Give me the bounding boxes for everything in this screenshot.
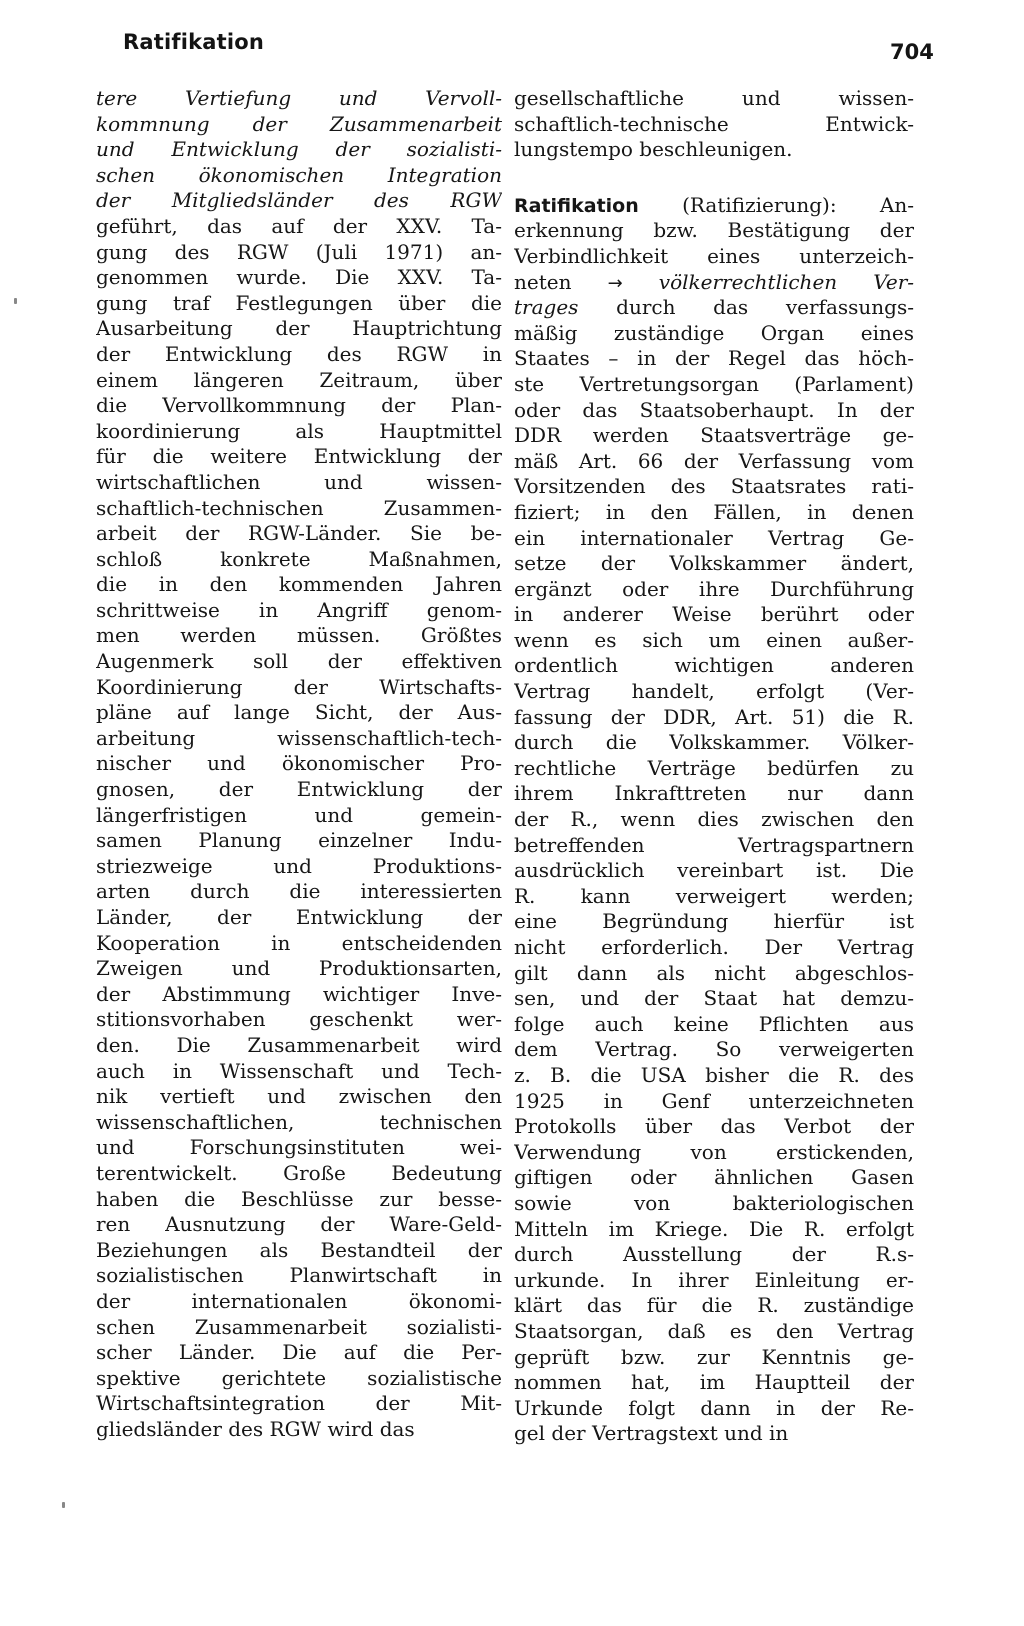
text-line: schen Zusammenarbeit sozialisti- xyxy=(96,1314,502,1339)
text-line: nischer und ökonomischer Pro- xyxy=(96,751,502,776)
text-line: lungstempo beschleunigen. xyxy=(514,137,793,162)
text-line: der R., wenn dies zwischen den xyxy=(514,807,914,832)
text-line: Wirtschaftsintegration der Mit- xyxy=(96,1391,502,1416)
text-line: dem Vertrag. So verweigerten xyxy=(514,1037,914,1062)
text-line: gliedsländer des RGW wird das xyxy=(96,1416,415,1441)
text-line: wissenschaftlichen, technischen xyxy=(96,1109,502,1134)
text-line: scher Länder. Die auf die Per- xyxy=(96,1340,502,1365)
text-line: eine Begründung hierfür ist xyxy=(514,909,914,934)
text-line: oder das Staatsoberhaupt. In der xyxy=(514,397,914,422)
text-line: schloß konkrete Maßnahmen, xyxy=(96,546,502,571)
text-line: arten durch die interessierten xyxy=(96,879,502,904)
text-line: durch Ausstellung der R.s- xyxy=(514,1242,914,1267)
text-line: Urkunde folgt dann in der Re- xyxy=(514,1395,914,1420)
running-head: Ratifikation xyxy=(123,30,265,54)
text-line: durch die Volkskammer. Völker- xyxy=(514,730,914,755)
text-line: und Forschungsinstituten wei- xyxy=(96,1135,502,1160)
text-line: mäßig zuständige Organ eines xyxy=(514,320,914,345)
text-line: sen, und der Staat hat demzu- xyxy=(514,986,914,1011)
text-line: kommnung der Zusammenarbeit xyxy=(96,111,502,136)
text-line: geführt, das auf der XXV. Ta- xyxy=(96,213,502,238)
text-line: Koordinierung der Wirtschafts- xyxy=(96,674,502,699)
text-line: sowie von bakteriologischen xyxy=(514,1190,914,1215)
text-line: Vorsitzenden des Staatsrates rati- xyxy=(514,474,914,499)
entry-headline xyxy=(514,193,914,219)
text-line: auch in Wissenschaft und Tech- xyxy=(96,1058,502,1083)
text-line: Mitteln im Kriege. Die R. erfolgt xyxy=(514,1216,914,1241)
text-line: einem längeren Zeitraum, über xyxy=(96,367,502,392)
text-line: ausdrücklich vereinbart ist. Die xyxy=(514,858,914,883)
text-line: Beziehungen als Bestandteil der xyxy=(96,1237,502,1262)
text-line: Verwendung von erstickenden, xyxy=(514,1139,914,1164)
text-line: ein internationaler Vertrag Ge- xyxy=(514,525,914,550)
text-line: fassung der DDR, Art. 51) die R. xyxy=(514,704,914,729)
text-line: Ausarbeitung der Hauptrichtung xyxy=(96,316,502,341)
text-line: wenn es sich um einen außer- xyxy=(514,627,914,652)
text-line: Augenmerk soll der effektiven xyxy=(96,649,502,674)
text-line: z. B. die USA bisher die R. des xyxy=(514,1062,914,1087)
text-line-with-reference xyxy=(514,295,914,321)
text-fragment: durch das verfassungs- xyxy=(616,295,914,320)
text-line: gung traf Festlegungen über die xyxy=(96,290,502,315)
text-line: Länder, der Entwicklung der xyxy=(96,905,502,929)
text-line: fiziert; in den Fällen, in denen xyxy=(514,499,914,524)
text-line: Verbindlichkeit eines unterzeich- xyxy=(514,243,914,268)
paragraph-gap xyxy=(514,163,914,193)
text-line: schen ökonomischen Integration xyxy=(96,162,502,187)
text-line: Staatsorgan, daß es den Vertrag xyxy=(514,1318,914,1343)
text-line: und Entwicklung der sozialisti- xyxy=(96,137,502,162)
entry-first-line: (Ratifizierung): An- xyxy=(682,192,914,217)
text-line: ihrem Inkrafttreten nur dann xyxy=(514,781,914,806)
text-line: gung des RGW (Juli 1971) an- xyxy=(96,239,502,264)
text-line: nik vertieft und zwischen den xyxy=(96,1084,502,1109)
text-line: Protokolls über das Verbot der xyxy=(514,1114,914,1139)
text-line: tere Vertiefung und Vervoll- xyxy=(96,86,502,110)
text-line: terentwickelt. Große Bedeutung xyxy=(96,1160,502,1185)
text-line: geprüft bzw. zur Kenntnis ge- xyxy=(514,1344,914,1369)
text-line: Kooperation in entscheidenden xyxy=(96,930,502,955)
text-line: der Mitgliedsländer des RGW xyxy=(96,188,502,213)
text-line: Zweigen und Produktionsarten, xyxy=(96,956,502,981)
page-number: 704 xyxy=(890,40,934,64)
text-line: für die weitere Entwicklung der xyxy=(96,444,502,469)
text-line: betreffenden Vertragspartnern xyxy=(514,832,914,857)
text-line: arbeit der RGW-Länder. Sie be- xyxy=(96,521,502,546)
text-line: folge auch keine Pflichten aus xyxy=(514,1011,914,1036)
text-line: die Vervollkommnung der Plan- xyxy=(96,393,502,418)
text-line: schaftlich-technischen Zusammen- xyxy=(96,495,502,520)
text-line: sozialistischen Planwirtschaft in xyxy=(96,1263,502,1288)
text-line: in anderer Weise berührt oder xyxy=(514,602,914,627)
text-line: nommen hat, im Hauptteil der xyxy=(514,1370,914,1395)
cross-reference-link[interactable]: völkerrechtlichen Ver- xyxy=(658,269,914,294)
text-line: arbeitung wissenschaftlich-tech- xyxy=(96,725,502,750)
text-fragment: neten xyxy=(514,269,572,294)
entry-keyword: Ratifikation xyxy=(514,194,639,217)
text-line: schaftlich-technische Entwick- xyxy=(514,111,914,136)
text-line: der Entwicklung des RGW in xyxy=(96,341,502,366)
text-line: die in den kommenden Jahren xyxy=(96,572,502,597)
text-line: wirtschaftlichen und wissen- xyxy=(96,469,502,494)
scan-speck xyxy=(14,298,17,304)
text-line: giftigen oder ähnlichen Gasen xyxy=(514,1165,914,1190)
text-line: mäß Art. 66 der Verfassung vom xyxy=(514,448,914,473)
right-column xyxy=(514,86,914,1447)
text-line: erkennung bzw. Bestätigung der xyxy=(514,218,914,243)
text-line: gesellschaftliche und wissen- xyxy=(514,86,914,110)
text-line: setze der Volkskammer ändert, xyxy=(514,551,914,576)
cross-reference-arrow-icon: → xyxy=(607,272,623,294)
text-line: schrittweise in Angriff genom- xyxy=(96,597,502,622)
cross-reference-link[interactable]: trages xyxy=(514,295,579,320)
text-line: der Abstimmung wichtiger Inve- xyxy=(96,981,502,1006)
text-line: den. Die Zusammenarbeit wird xyxy=(96,1032,502,1057)
text-line: haben die Beschlüsse zur besse- xyxy=(96,1186,502,1211)
text-line: ste Vertretungsorgan (Parlament) xyxy=(514,371,914,396)
text-line: samen Planung einzelner Indu- xyxy=(96,828,502,853)
text-line: men werden müssen. Größtes xyxy=(96,623,502,648)
text-line: längerfristigen und gemein- xyxy=(96,802,502,827)
text-line: stitionsvorhaben geschenkt wer- xyxy=(96,1007,502,1032)
text-line: ergänzt oder ihre Durchführung xyxy=(514,576,914,601)
text-line: gnosen, der Entwicklung der xyxy=(96,777,502,802)
text-line: Staates – in der Regel das höch- xyxy=(514,346,914,371)
text-line: koordinierung als Hauptmittel xyxy=(96,418,502,443)
scan-speck xyxy=(62,1502,65,1508)
text-line: ren Ausnutzung der Ware-Geld- xyxy=(96,1212,502,1237)
text-line: pläne auf lange Sicht, der Aus- xyxy=(96,700,502,725)
text-line: genommen wurde. Die XXV. Ta- xyxy=(96,265,502,290)
text-line: ordentlich wichtigen anderen xyxy=(514,653,914,678)
text-line: spektive gerichtete sozialistische xyxy=(96,1365,502,1390)
text-line: klärt das für die R. zuständige xyxy=(514,1293,914,1318)
text-line: DDR werden Staatsverträge ge- xyxy=(514,423,914,448)
text-line: rechtliche Verträge bedürfen zu xyxy=(514,755,914,780)
text-line: gilt dann als nicht abgeschlos- xyxy=(514,960,914,985)
text-line: striezweige und Produktions- xyxy=(96,853,502,878)
text-line: nicht erforderlich. Der Vertrag xyxy=(514,935,914,959)
text-line: R. kann verweigert werden; xyxy=(514,883,914,908)
text-line: 1925 in Genf unterzeichneten xyxy=(514,1088,914,1113)
text-line: gel der Vertragstext und in xyxy=(514,1421,789,1446)
left-column xyxy=(96,86,502,1442)
text-line: der internationalen ökonomi- xyxy=(96,1288,502,1313)
text-line-with-reference xyxy=(514,270,914,296)
text-line: Vertrag handelt, erfolgt (Ver- xyxy=(514,679,914,704)
text-line: urkunde. In ihrer Einleitung er- xyxy=(514,1267,914,1292)
